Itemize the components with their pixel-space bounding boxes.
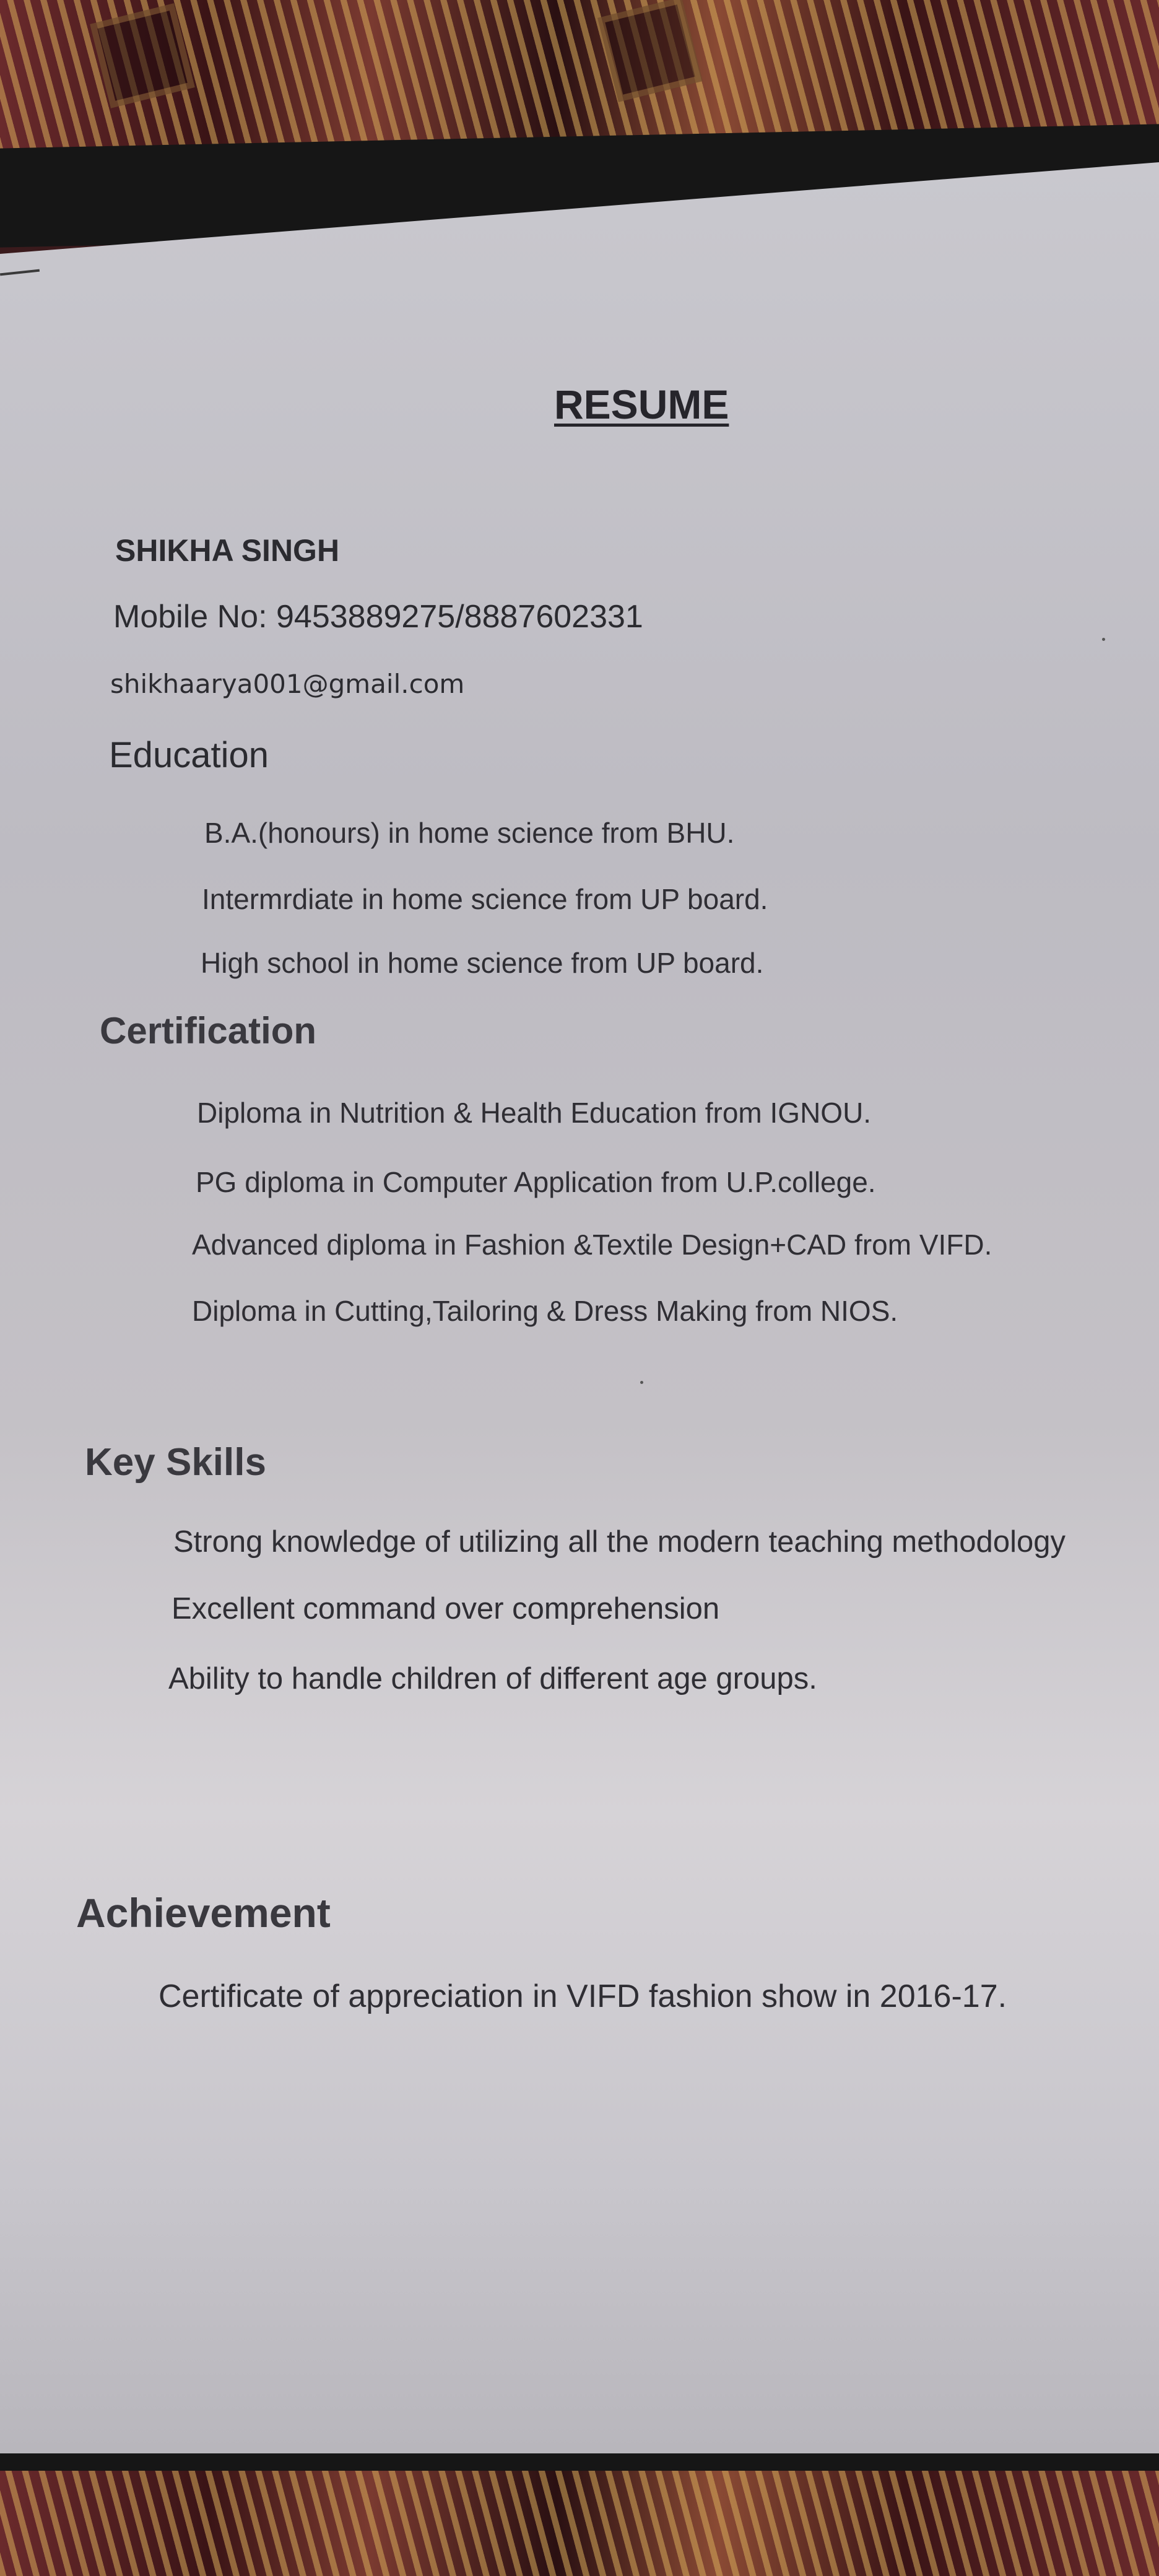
certification-item: Diploma in Cutting,Tailoring & Dress Making from NIOS. [192,1295,898,1327]
education-heading: Education [109,735,269,775]
achievement-heading: Achievement [76,1890,331,1936]
certification-item: Diploma in Nutrition & Health Education from IGNOU. [197,1097,872,1129]
paper-speck [1102,638,1105,641]
key-skill-item: Excellent command over comprehension [171,1592,720,1625]
education-item: B.A.(honours) in home science from BHU. [204,817,735,849]
key-skills-heading: Key Skills [85,1441,266,1484]
candidate-name: SHIKHA SINGH [115,533,340,568]
certification-item: PG diploma in Computer Application from U.P.college. [196,1166,876,1198]
fabric-pattern-square [597,0,703,102]
achievement-item: Certificate of appreciation in VIFD fashion show in 2016-17. [158,1978,1007,2014]
certification-item: Advanced diploma in Fashion &Textile Design+CAD from VIFD. [192,1229,992,1261]
paper-speck [640,1381,643,1384]
key-skill-item: Ability to handle children of different age groups. [168,1662,817,1695]
fabric-pattern-square [90,3,195,108]
education-item: Intermrdiate in home science from UP board. [202,883,768,915]
email-address: shikhaarya001@gmail.com [110,669,465,699]
education-item: High school in home science from UP board. [201,947,764,979]
key-skill-item: Strong knowledge of utilizing all the modern teaching methodology [173,1525,1066,1559]
certification-heading: Certification [100,1010,317,1051]
mobile-number: Mobile No: 9453889275/8887602331 [113,599,643,635]
resume-title: RESUME [554,381,729,427]
